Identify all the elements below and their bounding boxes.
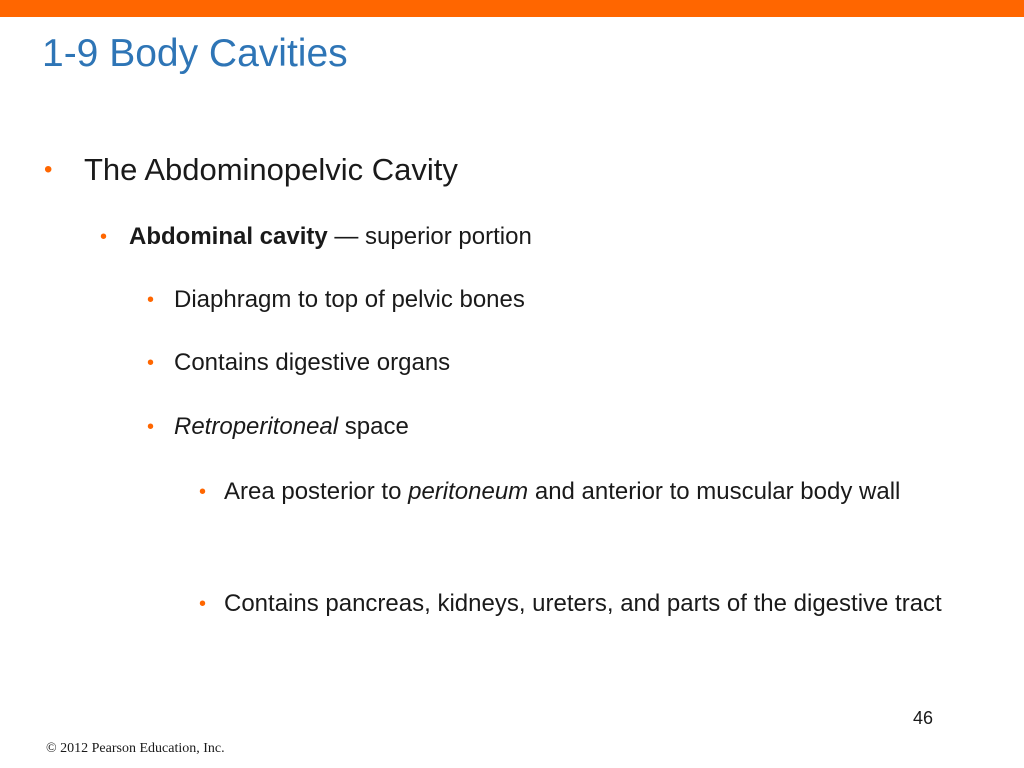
retroperitoneal-rest: space (338, 413, 409, 440)
top-accent-bar (0, 0, 1024, 17)
bullet-icon: • (147, 289, 155, 311)
bullet-diaphragm: Diaphragm to top of pelvic bones (174, 286, 525, 313)
bullet-area-posterior (224, 468, 984, 516)
abdominal-cavity-description: — superior portion (327, 223, 532, 250)
bullet-icon: • (44, 156, 53, 183)
retroperitoneal-term: Retroperitoneal (174, 413, 339, 440)
bullet-icon: • (199, 593, 207, 615)
copyright-icon: © (46, 741, 57, 756)
slide-title: 1-9 Body Cavities (42, 32, 348, 75)
abdominal-cavity-term: Abdominal cavity (129, 223, 328, 250)
area-text-end: and anterior to muscular body wall (528, 478, 901, 505)
area-text-start: Area posterior to (224, 478, 409, 505)
bullet-icon: • (199, 481, 207, 503)
peritoneum-term: peritoneum (408, 478, 529, 505)
page-number: 46 (913, 708, 934, 728)
bullet-icon: • (100, 226, 108, 248)
bullet-icon: • (147, 416, 155, 438)
bullet-retroperitoneal-space (174, 410, 409, 444)
bullet-abdominopelvic-cavity: The Abdominopelvic Cavity (84, 152, 458, 187)
bullet-icon: • (147, 352, 155, 374)
bullet-contains-pancreas: Contains pancreas, kidneys, ureters, and parts of the digestive tract (224, 590, 942, 617)
bullet-abdominal-cavity (129, 220, 532, 254)
copyright-notice (46, 740, 225, 758)
copyright-text: 2012 Pearson Education, Inc. (56, 741, 225, 756)
bullet-digestive-organs: Contains digestive organs (174, 349, 451, 376)
